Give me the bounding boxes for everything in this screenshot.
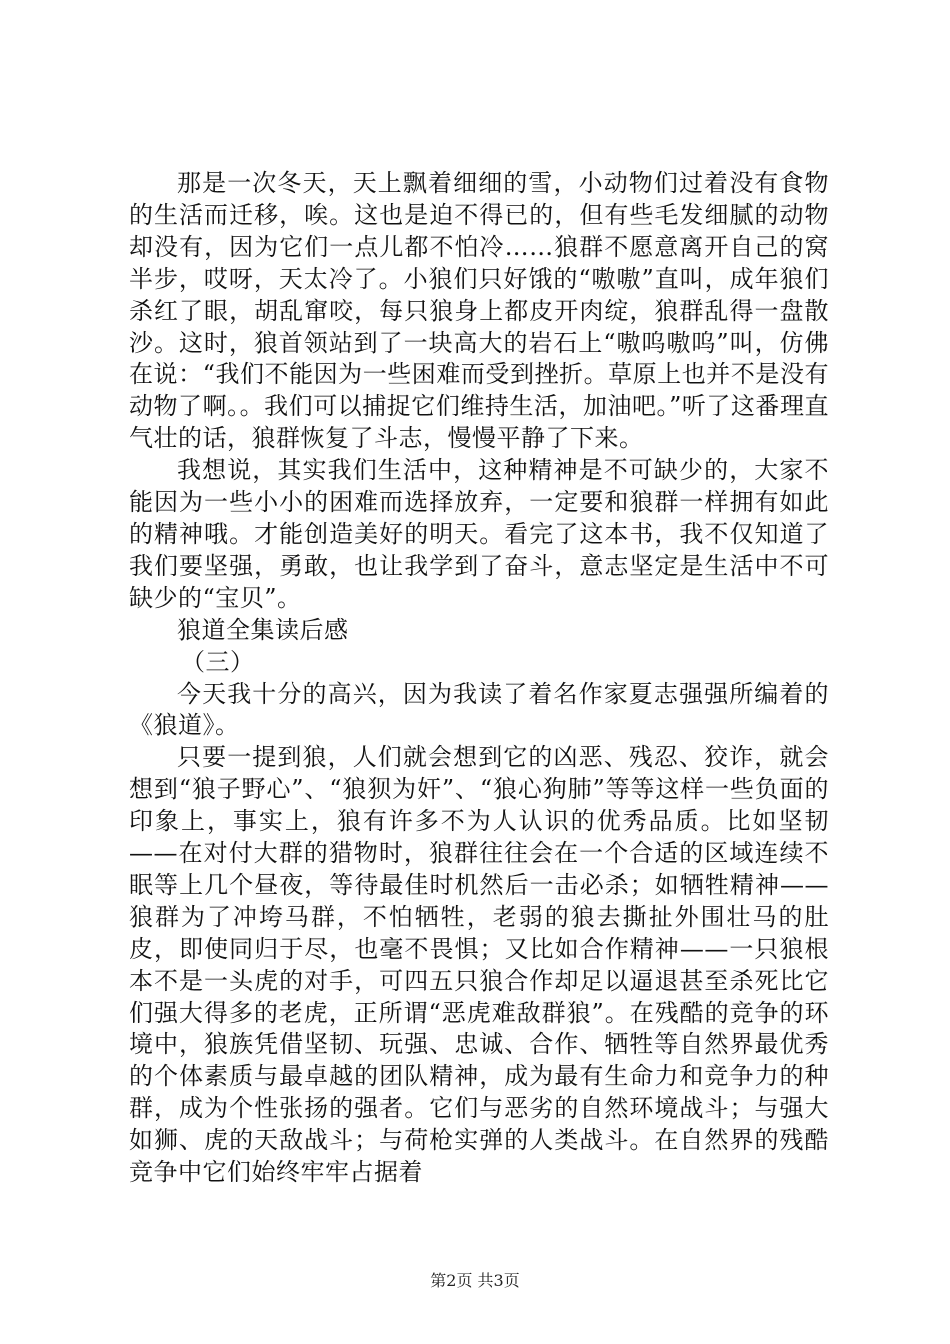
paragraph-reflection: 我想说，其实我们生活中，这种精神是不可缺少的，大家不能因为一些小小的困难而选择放弃，一定要和狼群一样拥有如此的精神哦。才能创造美好的明天。看完了这本书，我不仅知道了我们要坚强，勇敢，也让我学到了奋斗，意志坚定是生活中不可缺少的“宝贝”。 — [129, 456, 829, 612]
paragraph-wolf-qualities: 只要一提到狼，人们就会想到它的凶恶、残忍、狡诈，就会想到“狼子野心”、“狼狈为奸”、“狼心狗肺”等等这样一些负面的印象上，事实上，狼有许多不为人认识的优秀品质。比如坚韧——在对付大群的猎物时，狼群往往会在一个合适的区域连续不眠等上几个昼夜，等待最佳时机然后一击必杀；如牺牲精神——狼群为了冲垮马群，不怕牺牲，老弱的狼去撕扯外围壮马的肚皮，即使同归于尽，也毫不畏惧；又比如合作精神——一只狼根本不是一头虎的对手，可四五只狼合作却足以逼退甚至杀死比它们强大得多的老虎，正所谓“恶虎难敌群狼”。在残酷的竞争的环境中，狼族凭借坚韧、玩强、忠诚、合作、牺牲等自然界最优秀的个体素质与最卓越的团队精神，成为最有生命力和竞争力的种群，成为个性张扬的强者。它们与恶劣的自然环境战斗；与强大如狮、虎的天敌战斗；与荷枪实弹的人类战斗。在自然界的残酷竞争中它们始终牢牢占据着 — [129, 743, 829, 1187]
section-number: （三） — [181, 647, 255, 676]
document-body — [129, 168, 829, 1189]
page-footer: 第2页 共3页 — [430, 1271, 520, 1290]
paragraph-winter-story: 那是一次冬天，天上飘着细细的雪，小动物们过着没有食物的生活而迁移，唉。这也是迫不得已的，但有些毛发细腻的动物却没有，因为它们一点儿都不怕冷……狼群不愿意离开自己的窝半步，哎呀，天太冷了。小狼们只好饿的“嗷嗷”直叫，成年狼们杀红了眼，胡乱窜咬，每只狼身上都皮开肉绽，狼群乱得一盘散沙。这时，狼首领站到了一块高大的岩石上“嗷呜嗷呜”叫，仿佛在说：“我们不能因为一些困难而受到挫折。草原上也并不是没有动物了啊。。我们可以捕捉它们维持生活，加油吧。”听了这番理直气壮的话，狼群恢复了斗志，慢慢平静了下来。 — [129, 169, 829, 453]
paragraph-intro: 今天我十分的高兴，因为我读了着名作家夏志强强所编着的《狼道》。 — [129, 679, 829, 740]
section-title: 狼道全集读后感 — [177, 615, 349, 644]
